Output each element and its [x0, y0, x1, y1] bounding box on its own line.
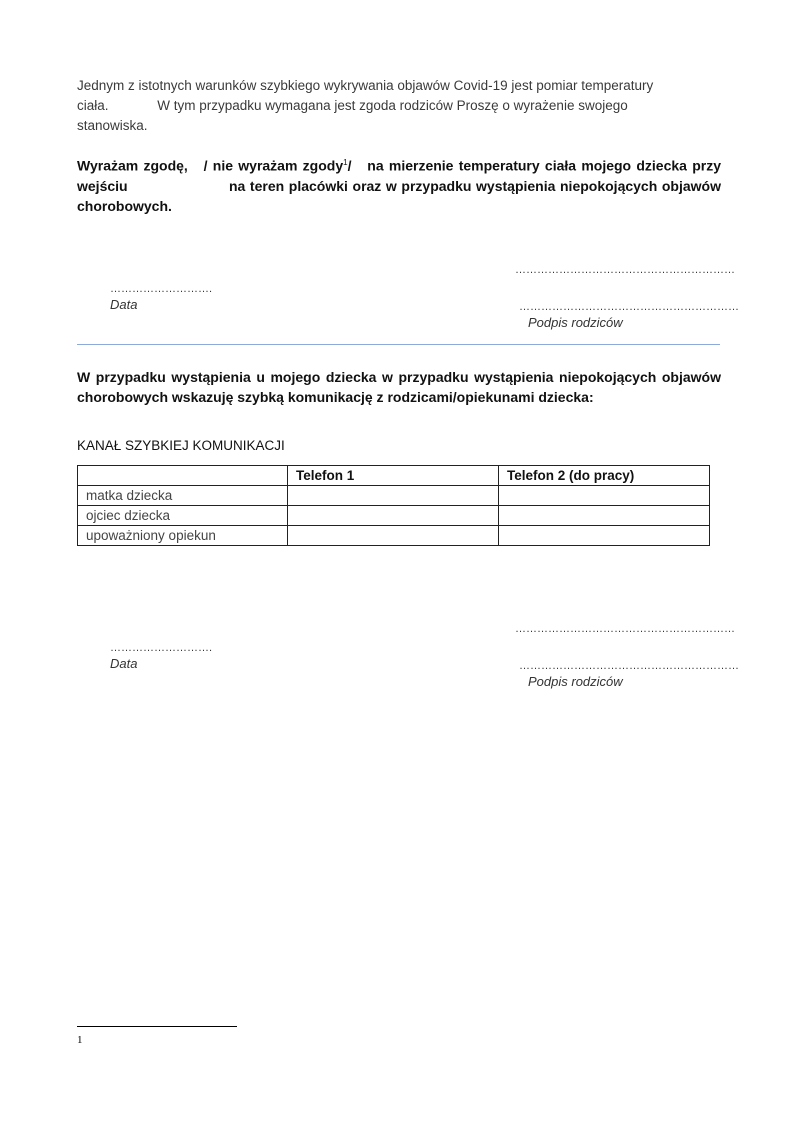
table-header-phone-2: Telefon 2 (do pracy): [499, 466, 710, 486]
phone-1-cell[interactable]: [288, 486, 499, 506]
date-line: ……………………….: [110, 642, 213, 654]
date-label: Data: [110, 297, 138, 312]
table-row: [78, 526, 710, 546]
intro-line-1: Jednym z istotnych warunków szybkiego wykrywania objawów Covid-19 jest pomiar temperatury: [77, 78, 654, 93]
footnote-reference: 1: [343, 158, 348, 167]
phone-table: [77, 465, 710, 546]
table-row: [78, 506, 710, 526]
date-label: Data: [110, 656, 138, 671]
table-header-empty: [78, 466, 288, 486]
table-header-row: [78, 466, 710, 486]
intro-line-3: stanowiska.: [77, 118, 148, 133]
signature-line-bottom: ……………………………………………………: [519, 301, 739, 313]
communication-statement: [77, 367, 721, 407]
phone-2-cell[interactable]: [499, 526, 710, 546]
phone-1-cell[interactable]: [288, 526, 499, 546]
row-label: upoważniony opiekun: [78, 526, 288, 546]
consent-part-1: Wyrażam zgodę, / nie wyrażam zgody: [77, 157, 344, 174]
communication-text: W przypadku wystąpienia u mojego dziecka w przypadku wystąpienia niepokojących objawów chorobowych wskazuję szybką komunikację z rodzicami/opiekunami dziecka:: [77, 369, 721, 405]
intro-paragraph: [77, 76, 717, 136]
consent-statement: [77, 153, 725, 216]
row-label: ojciec dziecka: [78, 506, 288, 526]
signature-label: Podpis rodziców: [528, 674, 623, 689]
date-line: ……………………….: [110, 283, 213, 295]
section-divider: [77, 344, 720, 345]
phone-1-cell[interactable]: [288, 506, 499, 526]
signature-line-bottom: ……………………………………………………: [519, 660, 739, 672]
channel-title: KANAŁ SZYBKIEJ KOMUNIKACJI: [77, 438, 285, 453]
signature-line-top: ……………………………………………………: [515, 264, 735, 276]
phone-2-cell[interactable]: [499, 486, 710, 506]
table-header-phone-1: Telefon 1: [288, 466, 499, 486]
phone-2-cell[interactable]: [499, 506, 710, 526]
row-label: matka dziecka: [78, 486, 288, 506]
footnote-separator: [77, 1026, 237, 1027]
table-row: [78, 486, 710, 506]
footnote-number: 1: [77, 1034, 83, 1046]
signature-line-top: ……………………………………………………: [515, 623, 735, 635]
consent-part-2: / na mierzenie temperatury ciała mojego dziecka przy wejściu na teren placówki oraz w przypadku wystąpienia niepokojących objawów chorobowych.: [77, 157, 725, 214]
intro-line-2: ciała. W tym przypadku wymagana jest zgoda rodziców Proszę o wyrażenie swojego: [77, 98, 628, 113]
signature-label: Podpis rodziców: [528, 315, 623, 330]
